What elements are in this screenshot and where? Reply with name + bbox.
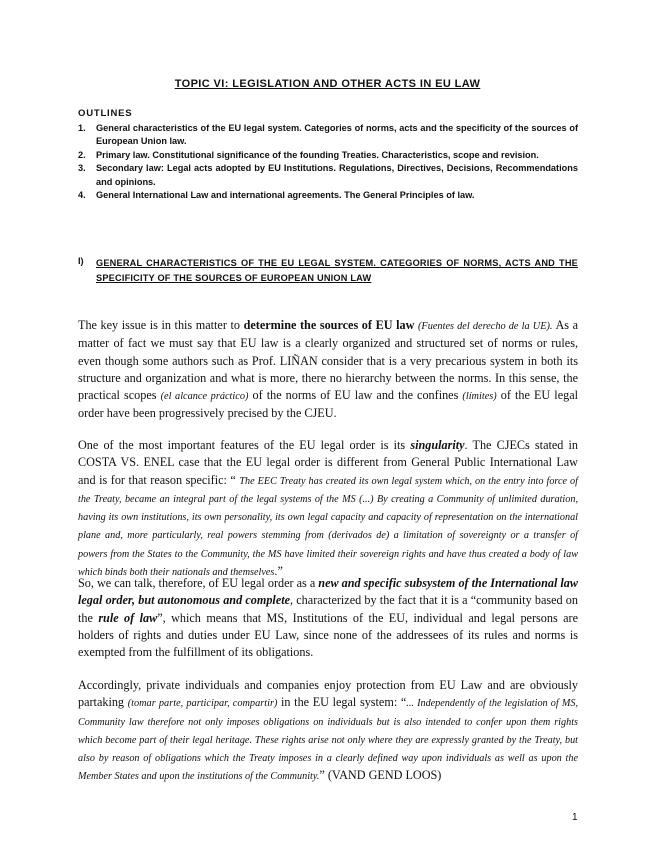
p3-text-a: So, we can talk, therefore, of EU legal order as a (78, 576, 319, 590)
p1-text-a: The key issue is in this matter to (78, 318, 244, 332)
p3-rule-of-law: rule of law (98, 610, 158, 625)
outline-number: 1. (78, 123, 86, 133)
paragraph-singularity (78, 437, 578, 581)
p4-gloss: (tomar parte, participar, compartir) (127, 698, 278, 710)
outline-text: General characteristics of the EU legal system. Categories of norms, acts and the specificity of the sources of European Union law. (96, 123, 578, 147)
p1-gloss-limites: (límites) (462, 391, 497, 403)
outline-item (78, 189, 578, 202)
p4-text-a: Accordingly, private individuals and companies enjoy protection from EU Law and are obviously partaking (78, 678, 578, 710)
p1-gloss-alcance: (el alcance práctico) (160, 391, 249, 403)
p2-quote: The EEC Treaty has created its own legal system which, on the entry into force of the Treaty, became an integral part of the legal systems of the MS (...) By creating a Community of unlimited duration, having its own institutions, its own personality, its own legal capacity and capacity of representation on the international plane and, more particularly, real powers stemming from (derivados de) a limitation of sovereignty or a transfer of powers from the States to the Community, the MS have limited their sovereign rights and have thus created a body of law which binds both their nationals and themselves (78, 475, 578, 579)
outline-number: 3. (78, 163, 86, 174)
outline-item (78, 149, 578, 162)
p2-text-e: .” (274, 564, 283, 579)
p1-text-d: As a matter of fact we must say that EU law is a clearly organized and structured set of norms or rules, even though some authors such as Prof. LIÑAN consider that is a very precarious system in both its structure and organization and what is more, there no hierarchy between the norms. In this sense, the practical scopes (78, 318, 579, 403)
outline-text: General International Law and international agreements. The General Principles of law. (96, 190, 475, 201)
p3-text-c: , characterized by the fact that it is a “community based on the (78, 593, 578, 625)
outline-number: 2. (78, 149, 86, 160)
paragraph-sources (78, 317, 578, 423)
outline-item (78, 162, 578, 189)
outline-item (78, 122, 578, 149)
page-number: 1 (572, 812, 578, 823)
p1-bold-term: determine the sources of EU law (243, 318, 415, 332)
paragraph-subsystem (78, 575, 578, 661)
p2-bold-term: singularity (410, 438, 465, 452)
p4-text-e: ” (VAND GEND LOOS) (319, 768, 442, 783)
section-number: I) (78, 256, 84, 266)
p1-text-f: of the norms of EU law and the confines (248, 388, 463, 403)
outline-text: Primary law. Constitutional significance of the founding Treaties. Characteristics, scope and revision. (96, 149, 539, 160)
outlines-heading: OUTLINES (78, 108, 133, 119)
p3-bold-term: new and specific subsystem of the International law legal order, but autonomous and complete (78, 576, 578, 608)
paragraph-individuals (78, 677, 578, 786)
p3-text-e: ”, which means that MS, Institutions of the EU, individual and legal persons are holders of rights and duties under EU Law, since none of the addressees of its rules and norms is exempted from the fulfillment of its obligations. (78, 610, 578, 660)
outlines-list (78, 122, 578, 202)
p1-spanish-gloss: (Fuentes del derecho de la UE). (418, 321, 553, 332)
outline-text: Secondary law: Legal acts adopted by EU Institutions. Regulations, Directives, Decisions, Recommendations and opinions. (96, 163, 578, 187)
p4-quote: ... Independently of the legislation of MS, Community law therefore not only imposes obligations on individuals but is also intended to confer upon them rights which become part of their legal heritage. These rights arise not only where they are expressly granted by the Treaty, but also by reason of obligations which the Treaty imposes in a clearly defined way upon individuals as well as upon the Member States and upon the institutions of the Community. (78, 698, 578, 783)
document-title: TOPIC VI: LEGISLATION AND OTHER ACTS IN EU LAW (174, 78, 481, 90)
section-heading (78, 256, 578, 286)
section-title: GENERAL CHARACTERISTICS OF THE EU LEGAL SYSTEM. CATEGORIES OF NORMS, ACTS AND THE SPECIFICITY OF THE SOURCES OF EUROPEAN UNION LAW (96, 258, 578, 283)
outline-number: 4. (78, 190, 86, 201)
p2-text-c: . The CJECs stated in COSTA VS. ENEL case that the EU legal order is different from General Public International Law and is for that reason specific: “ (78, 438, 578, 487)
p4-text-c: in the EU legal system: “ (277, 695, 407, 710)
p2-text-a: One of the most important features of the EU legal order is its (78, 438, 411, 452)
p1-text-h: of the EU legal order have been progressively precised by the CJEU. (78, 388, 578, 421)
